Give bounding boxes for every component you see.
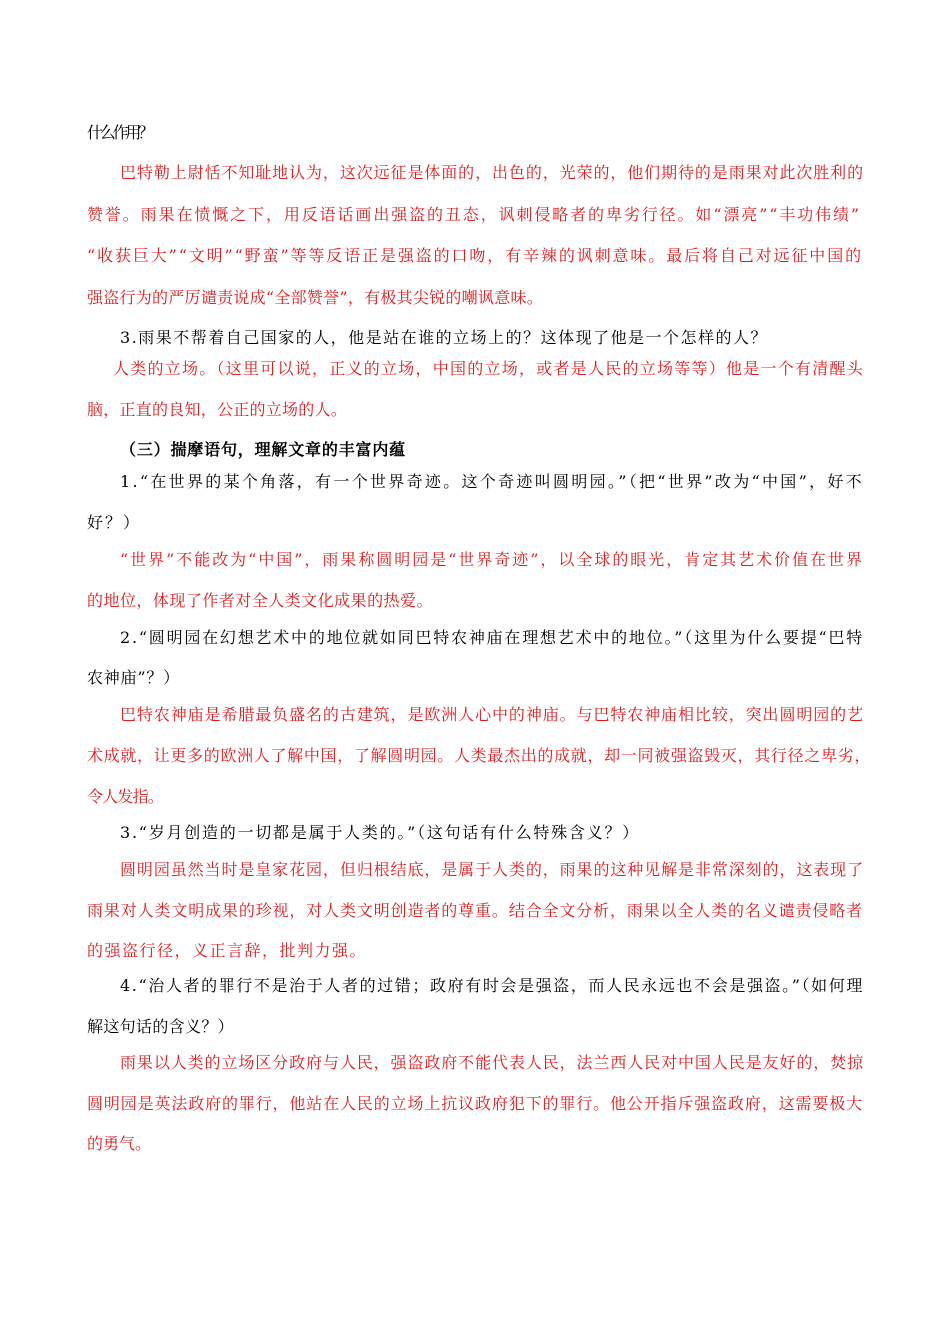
answer-line: 巴特勒上尉恬不知耻地认为，这次远征是体面的，出色的，光荣的，他们期待的是雨果对此次胜利的 [120,163,864,182]
answer-line: 人类的立场。（这里可以说，正义的立场，中国的立场，或者是人民的立场等等）他是一个有清醒头 [113,359,865,378]
text-line: 什么作用？ [87,123,151,142]
answer-line: 雨果对人类文明成果的珍视，对人类文明创造者的尊重。结合全文分析，雨果以全人类的名义谴责侵略者 [87,901,863,920]
question-line: 农神庙”？） [87,668,180,687]
answer-line: 脑，正直的良知，公正的立场的人。 [87,400,347,419]
question-line: 好？） [87,513,141,532]
answer-line: 的地位，体现了作者对全人类文化成果的热爱。 [87,591,433,610]
answer-line: 赞誉。雨果在愤慨之下，用反语话画出强盗的丑态，讽刺侵略者的卑劣行径。如“漂亮”“丰功伟绩” [87,205,861,224]
answer-line: 圆明园虽然当时是皇家花园，但归根结底，是属于人类的，雨果的这种见解是非常深刻的，这表现了 [120,860,864,879]
answer-line: 令人发指。 [87,787,163,806]
question-line: 3.“岁月创造的一切都是属于人类的。”（这句话有什么特殊含义？） [120,823,640,842]
answer-line: 圆明园是英法政府的罪行，他站在人民的立场上抗议政府犯下的罪行。他公开指斥强盗政府，这需要极大 [87,1094,863,1113]
answer-line: 的强盗行径，义正言辞，批判力强。 [87,941,367,960]
answer-line: 巴特农神庙是希腊最负盛名的古建筑，是欧洲人心中的神庙。与巴特农神庙相比较，突出圆明园的艺 [120,705,864,724]
answer-line: 强盗行为的严厉谴责说成“全部赞誉”，有极其尖锐的嘲讽意味。 [87,288,543,307]
question-line: 2.“圆明园在幻想艺术中的地位就如同巴特农神庙在理想艺术中的地位。”（这里为什么要提“巴特 [120,628,864,647]
question-line: 1.“在世界的某个角落，有一个世界奇迹。这个奇迹叫圆明园。”（把“世界”改为“中国”，好不 [120,472,864,491]
question-line: 3.雨果不帮着自己国家的人，他是站在谁的立场上的？这体现了他是一个怎样的人？ [120,328,769,347]
answer-line: 雨果以人类的立场区分政府与人民，强盗政府不能代表人民，法兰西人民对中国人民是友好的，焚掠 [120,1053,864,1072]
question-line: 解这句话的含义？） [87,1017,234,1036]
section-heading: （三）揣摩语句，理解文章的丰富内蕴 [120,440,406,459]
answer-line: 术成就，让更多的欧洲人了解中国，了解圆明园。人类最杰出的成就，却一同被强盗毁灭，其行径之卑劣， [87,746,872,765]
answer-line: 的勇气。 [87,1134,151,1153]
answer-line: “世界”不能改为“中国”，雨果称圆明园是“世界奇迹”，以全球的眼光，肯定其艺术价值在世界 [120,550,864,569]
answer-line: “收获巨大”“文明”“野蛮”等等反语正是强盗的口吻，有辛辣的讽刺意味。最后将自己对远征中国的 [87,246,863,265]
question-line: 4.“治人者的罪行不是治于人者的过错；政府有时会是强盗，而人民永远也不会是强盗。”（如何理 [120,976,864,995]
